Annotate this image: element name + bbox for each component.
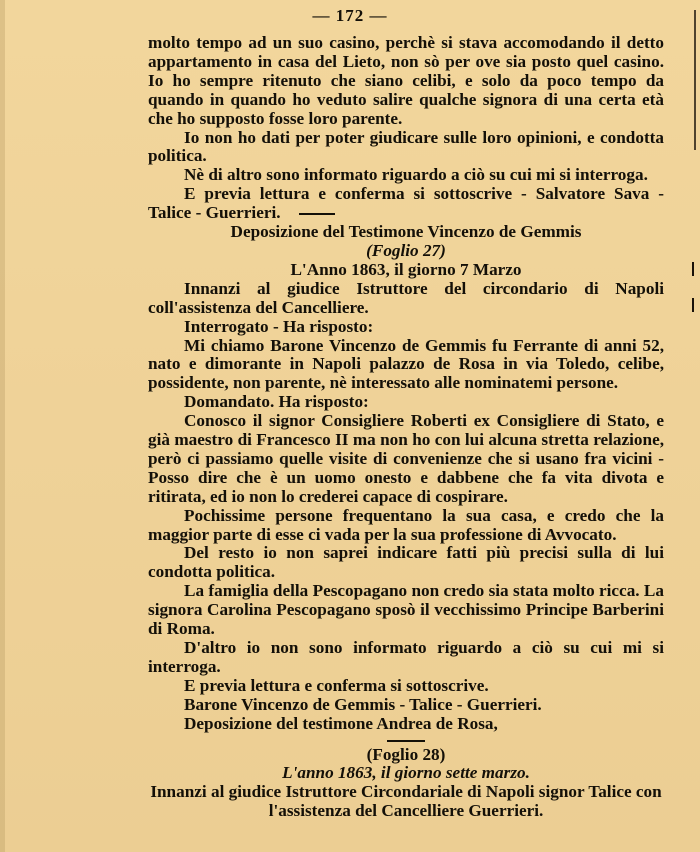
section-heading: Deposizione del Testimone Vincenzo de Gemmis <box>230 222 582 242</box>
paragraph: Innanzi al giudice Istruttore del circondario di Napoli coll'assistenza del Cancelliere. <box>148 278 664 317</box>
signature-line: Deposizione del testimone Andrea de Rosa, <box>184 713 498 733</box>
section-heading: (Foglio 28) <box>366 744 446 764</box>
paragraph: Nè di altro sono informato riguardo a ciò su cui mi si interroga. <box>184 165 648 185</box>
section-rule <box>299 213 335 215</box>
paragraph: Domandato. Ha risposto: <box>184 392 369 412</box>
page-edge-shadow <box>0 0 5 852</box>
page-edge-line <box>694 10 696 150</box>
paragraph: Pochissime persone frequentano la sua casa, e credo che la maggior parte di esse ci vada per la sua professione di Avvocato. <box>148 505 664 544</box>
margin-mark <box>692 262 694 276</box>
paragraph: Conosco il signor Consigliere Roberti ex Consigliere di Stato, e già maestro di Francesco II ma non ho con lui alcuna stretta relazione, però ci passiamo quelle visite di convenienze che si usano fra vicini - Posso dire che è un uomo onesto e dabbene che fa vita divota e ritirata, ed io non lo crederei capace di cospirare. <box>148 411 664 506</box>
signature-line: E previa lettura e conferma si sottoscrive - Salvatore Sava - Talice - Guerrieri. <box>148 184 664 223</box>
paragraph: Barone Vincenzo de Gemmis - Talice - Guerrieri. <box>184 694 542 714</box>
margin-mark <box>692 298 694 312</box>
page-number: — 172 — <box>312 6 388 25</box>
paragraph: Del resto io non saprei indicare fatti più precisi sulla di lui condotta politica. <box>148 543 664 582</box>
paragraph: Mi chiamo Barone Vincenzo de Gemmis fu Ferrante di anni 52, nato e dimorante in Napoli palazzo de Rosa in via Toledo, celibe, possidente, non parente, nè interessato alle nominatemi persone. <box>148 335 664 393</box>
folio-reference: L'anno 1863, il giorno sette marzo. <box>282 763 530 783</box>
date-line: Innanzi al giudice Istruttore Circondariale di Napoli signor Talice con l'assistenza del Cancelliere Guerrieri. <box>150 782 662 821</box>
paragraph: Io non ho dati per poter giudicare sulle loro opinioni, e condotta politica. <box>148 127 664 166</box>
paragraph <box>148 185 664 223</box>
folio-reference: (Foglio 27) <box>366 240 446 260</box>
paragraph: La famiglia della Pescopagano non credo sia stata molto ricca. La signora Carolina Pescopagano sposò il vecchissimo Principe Barberini di Roma. <box>148 581 664 639</box>
paragraph: D'altro io non sono informato riguardo a ciò su cui mi si interroga. <box>148 638 664 676</box>
date-line: L'Anno 1863, il giorno 7 Marzo <box>290 259 522 279</box>
body-text <box>148 34 664 821</box>
section-rule <box>387 740 425 742</box>
paragraph: E previa lettura e conferma si sottoscrive. <box>184 675 489 695</box>
paragraph: Interrogato - Ha risposto: <box>184 316 374 336</box>
paragraph: molto tempo ad un suo casino, perchè si stava accomodando il detto appartamento in casa del Lieto, non sò per ove sia posto quel casino. Io ho sempre ritenuto che siano celibi, e solo da poco tempo da quando in quando ho veduto salire qualche signora di una certa età che ho supposto fosse loro parente. <box>148 33 664 128</box>
